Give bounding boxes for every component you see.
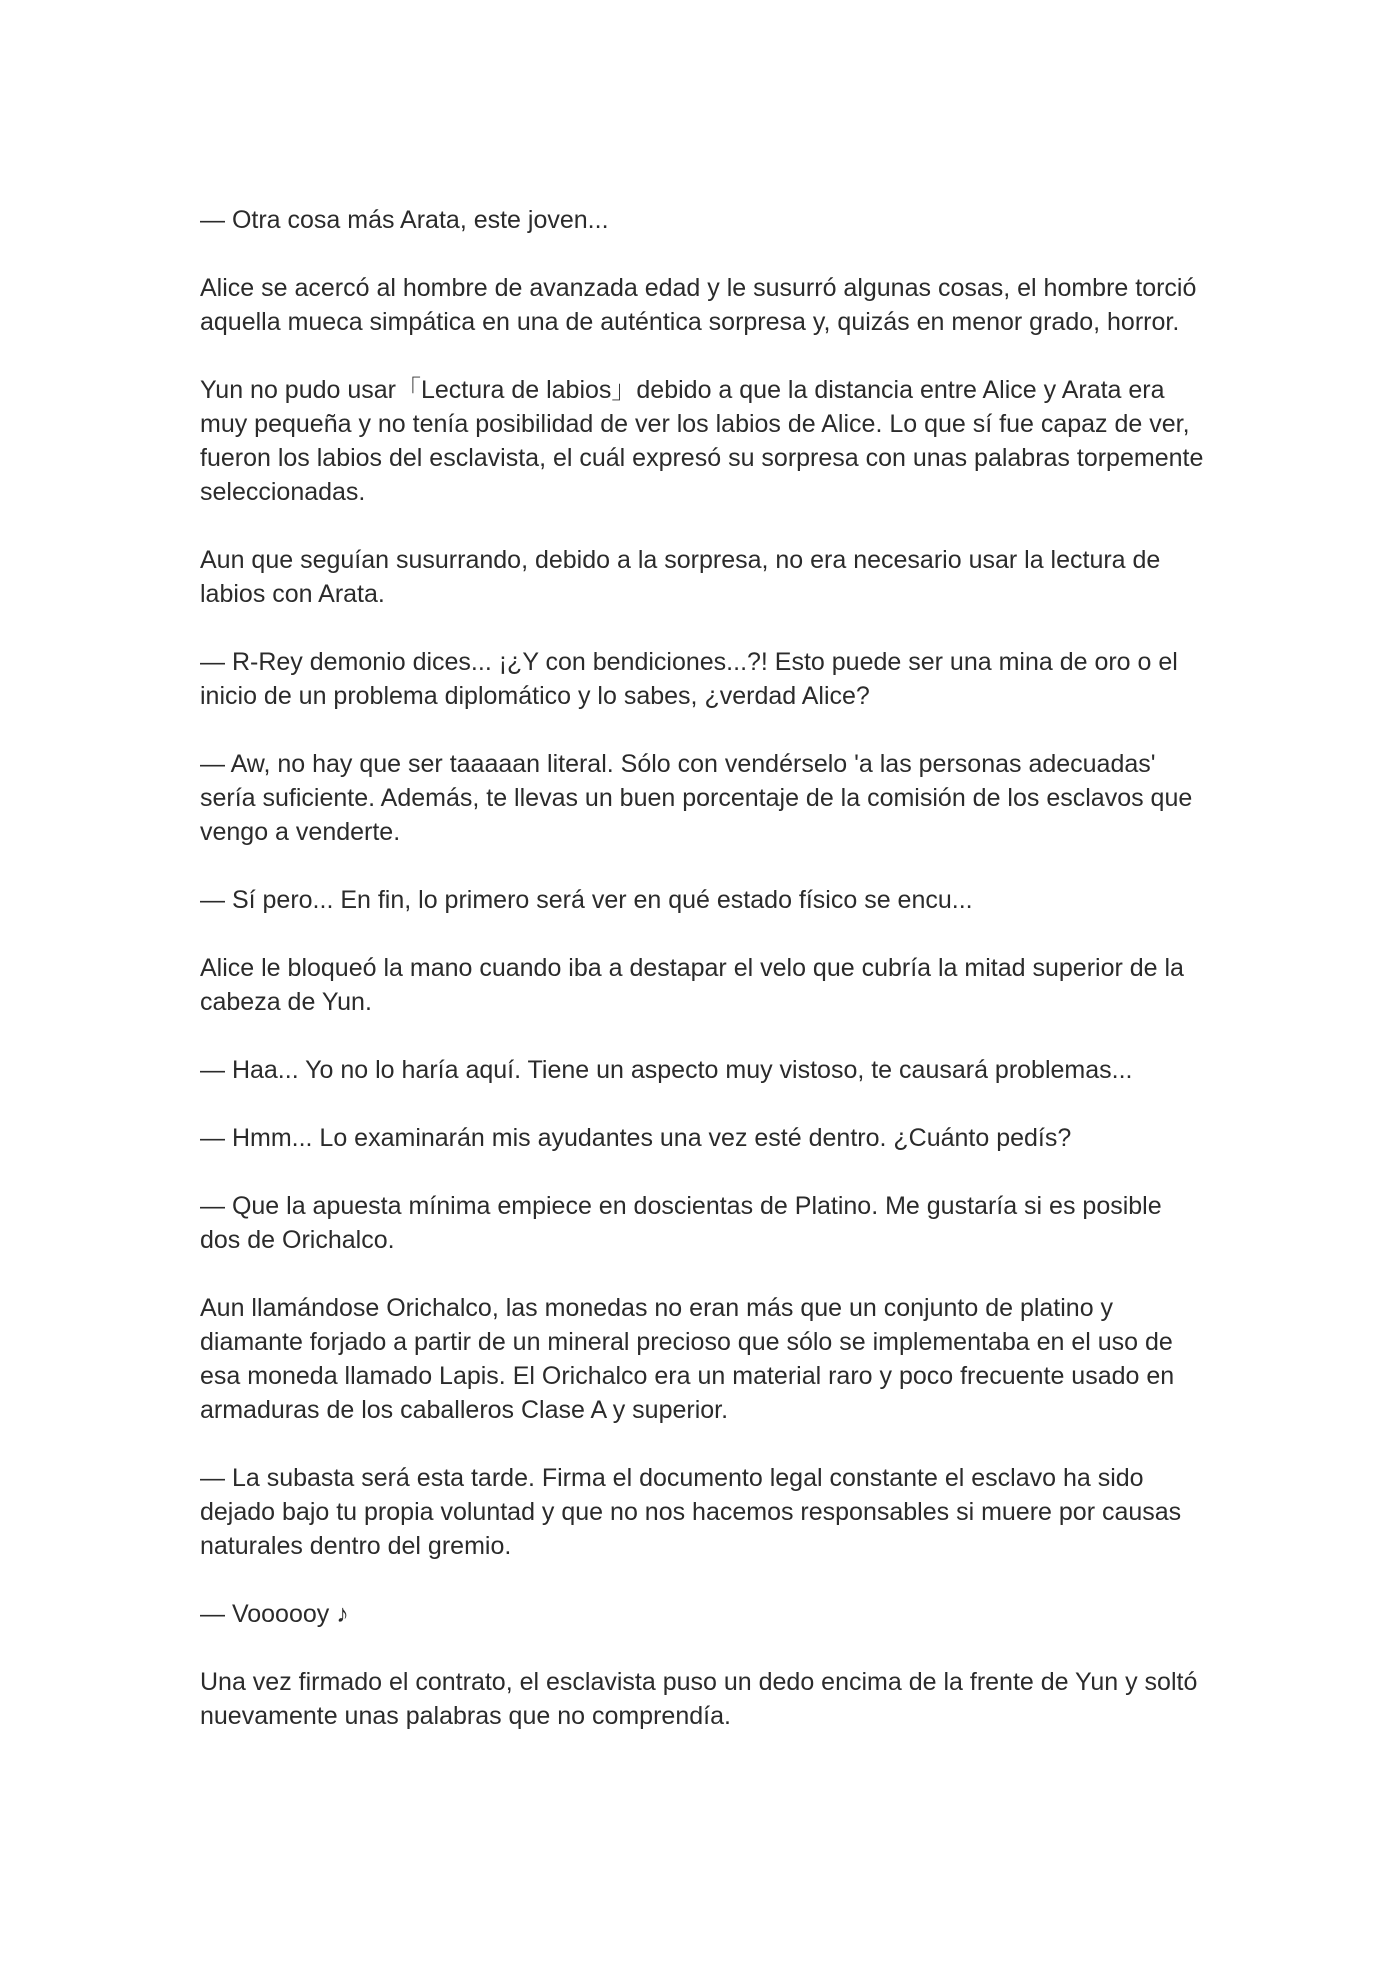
- paragraph-13: — La subasta será esta tarde. Firma el documento legal constante el esclavo ha sido dejado bajo tu propia voluntad y que no nos hacemos responsables si muere por causas naturales dentro del gremio.: [200, 1464, 1182, 1560]
- paragraph-10: — Hmm... Lo examinarán mis ayudantes una vez esté dentro. ¿Cuánto pedís?: [200, 1124, 1072, 1152]
- paragraph-5: — R-Rey demonio dices... ¡¿Y con bendiciones...?! Esto puede ser una mina de oro o el inicio de un problema diplomático y lo sabes, ¿verdad Alice?: [200, 648, 1178, 710]
- paragraph-3: Yun no pudo usar「Lectura de labios」debido a que la distancia entre Alice y Arata era muy pequeña y no tenía posibilidad de ver los labios de Alice. Lo que sí fue capaz de ver, fueron los labios del esclavista, el cuál expresó su sorpresa con unas palabras torpemente seleccionadas.: [200, 376, 1204, 506]
- paragraph-12: Aun llamándose Orichalco, las monedas no eran más que un conjunto de platino y diamante forjado a partir de un mineral precioso que sólo se implementaba en el uso de esa moneda llamado Lapis. El Orichalco era un material raro y poco frecuente usado en armaduras de los caballeros Clase A y superior.: [200, 1294, 1175, 1424]
- paragraph-9: — Haa... Yo no lo haría aquí. Tiene un aspecto muy vistoso, te causará problemas...: [200, 1056, 1133, 1084]
- paragraph-4: Aun que seguían susurrando, debido a la sorpresa, no era necesario usar la lectura de labios con Arata.: [200, 546, 1161, 608]
- paragraph-2: Alice se acercó al hombre de avanzada edad y le susurró algunas cosas, el hombre torció aquella mueca simpática en una de auténtica sorpresa y, quizás en menor grado, horror.: [200, 274, 1197, 336]
- paragraph-1: — Otra cosa más Arata, este joven...: [200, 206, 609, 234]
- paragraph-7: — Sí pero... En fin, lo primero será ver en qué estado físico se encu...: [200, 886, 973, 914]
- paragraph-11: — Que la apuesta mínima empiece en doscientas de Platino. Me gustaría si es posible dos de Orichalco.: [200, 1192, 1162, 1254]
- document-body: [200, 203, 1205, 1767]
- paragraph-6: — Aw, no hay que ser taaaaan literal. Sólo con vendérselo 'a las personas adecuadas' sería suficiente. Además, te llevas un buen porcentaje de la comisión de los esclavos que vengo a venderte.: [200, 750, 1193, 846]
- paragraph-15: Una vez firmado el contrato, el esclavista puso un dedo encima de la frente de Yun y soltó nuevamente unas palabras que no comprendía.: [200, 1668, 1198, 1730]
- paragraph-8: Alice le bloqueó la mano cuando iba a destapar el velo que cubría la mitad superior de la cabeza de Yun.: [200, 954, 1184, 1016]
- paragraph-14: — Voooooy ♪: [200, 1600, 349, 1628]
